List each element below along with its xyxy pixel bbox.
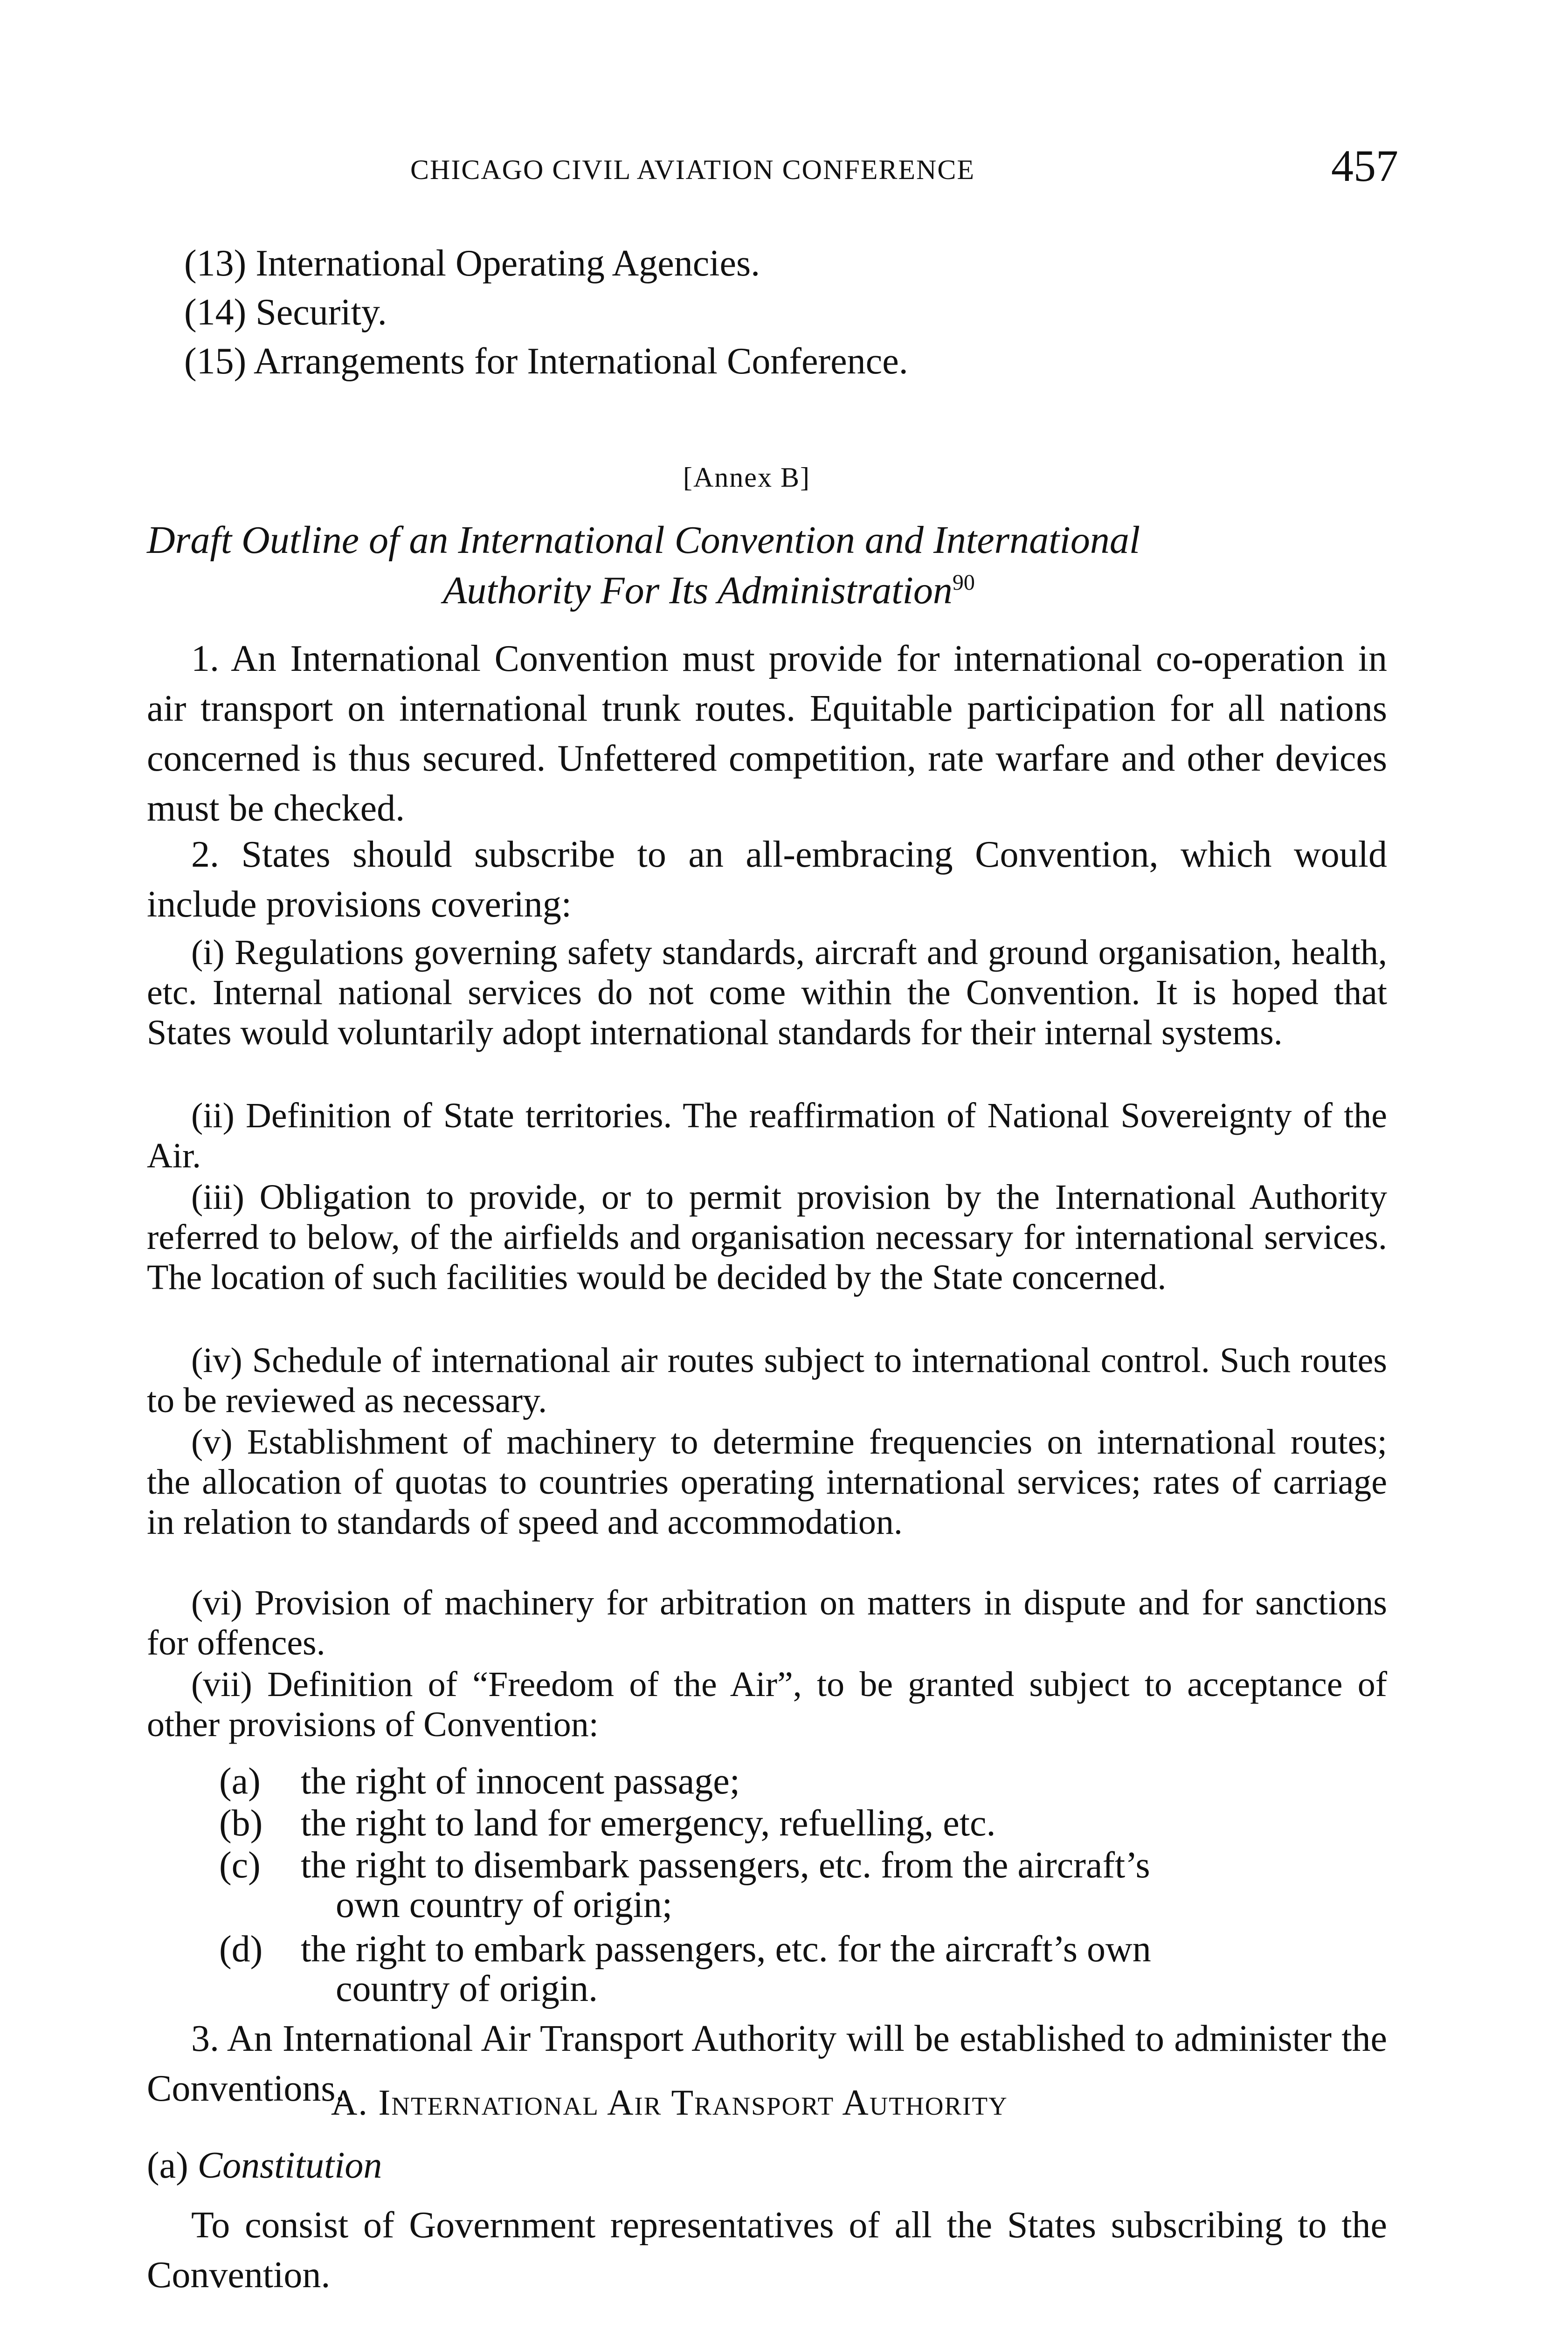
freedom-d-label: (d) [219,1929,263,1970]
section-heading: A. International Air Transport Authority [331,2082,1008,2123]
provision-iii: (iii) Obligation to provide, or to permit provision by the International Authority referred to below, of the airfields and organisation necessary for international services. The location of such facilities would be decided by the State concerned. [147,1178,1387,1297]
subsection-heading [147,2145,382,2187]
freedom-a-label: (a) [219,1761,261,1802]
provision-vii: (vii) Definition of “Freedom of the Air”, to be granted subject to acceptance of other provisions of Convention: [147,1665,1387,1744]
freedom-b-label: (b) [219,1803,263,1844]
title-footnote-ref: 90 [952,570,975,595]
provision-ii: (ii) Definition of State territories. The reaffirmation of National Sovereignty of the Air. [147,1096,1387,1175]
freedom-a-text: the right of innocent passage; [301,1761,740,1802]
page-number: 457 [1331,141,1398,191]
subsection-label: (a) [147,2145,188,2186]
agenda-item-15: (15) Arrangements for International Conference. [184,341,908,382]
running-header: CHICAGO CIVIL AVIATION CONFERENCE [410,154,975,185]
subsection-title: Constitution [197,2145,382,2186]
freedom-c-label: (c) [219,1845,261,1886]
provision-vi: (vi) Provision of machinery for arbitration on matters in dispute and for sanctions for offences. [147,1583,1387,1662]
paragraph-1: 1. An International Convention must provide for international co-operation in air transport on international trunk routes. Equitable participation for all nations concerned is thus secured. Unfettered competition, rate warfare and other devices must be checked. [147,638,1387,829]
paragraph-3: 3. An International Air Transport Authority will be established to administer the Conventions. [147,2018,1387,2109]
agenda-item-14: (14) Security. [184,292,387,333]
document-title-line2 [443,568,975,613]
freedom-c-line1: the right to disembark passengers, etc. from the aircraft’s [301,1845,1150,1886]
freedom-d-line2: country of origin. [336,1968,598,2009]
constitution-paragraph: To consist of Government representatives of all the States subscribing to the Convention. [147,2205,1387,2296]
freedom-b-text: the right to land for emergency, refuelling, etc. [301,1803,996,1844]
provision-iv: (iv) Schedule of international air routes subject to international control. Such routes to be reviewed as necessary. [147,1341,1387,1420]
annex-label: [Annex B] [683,462,810,493]
freedom-c-line2: own country of origin; [336,1884,673,1925]
title-line2-text: Authority For Its Administration [443,569,953,612]
document-title-line1: Draft Outline of an International Convention and International [147,518,1140,562]
paragraph-2: 2. States should subscribe to an all-embracing Convention, which would include provisions covering: [147,834,1387,925]
provision-i: (i) Regulations governing safety standards, aircraft and ground organisation, health, etc. Internal national services do not come within the Convention. It is hoped that States would voluntarily adopt international standards for their internal systems. [147,933,1387,1052]
agenda-item-13: (13) International Operating Agencies. [184,243,760,284]
freedom-d-line1: the right to embark passengers, etc. for the aircraft’s own [301,1929,1151,1970]
provision-v: (v) Establishment of machinery to determine frequencies on international routes; the allocation of quotas to countries operating international services; rates of carriage in relation to standards of speed and accommodation. [147,1422,1387,1542]
